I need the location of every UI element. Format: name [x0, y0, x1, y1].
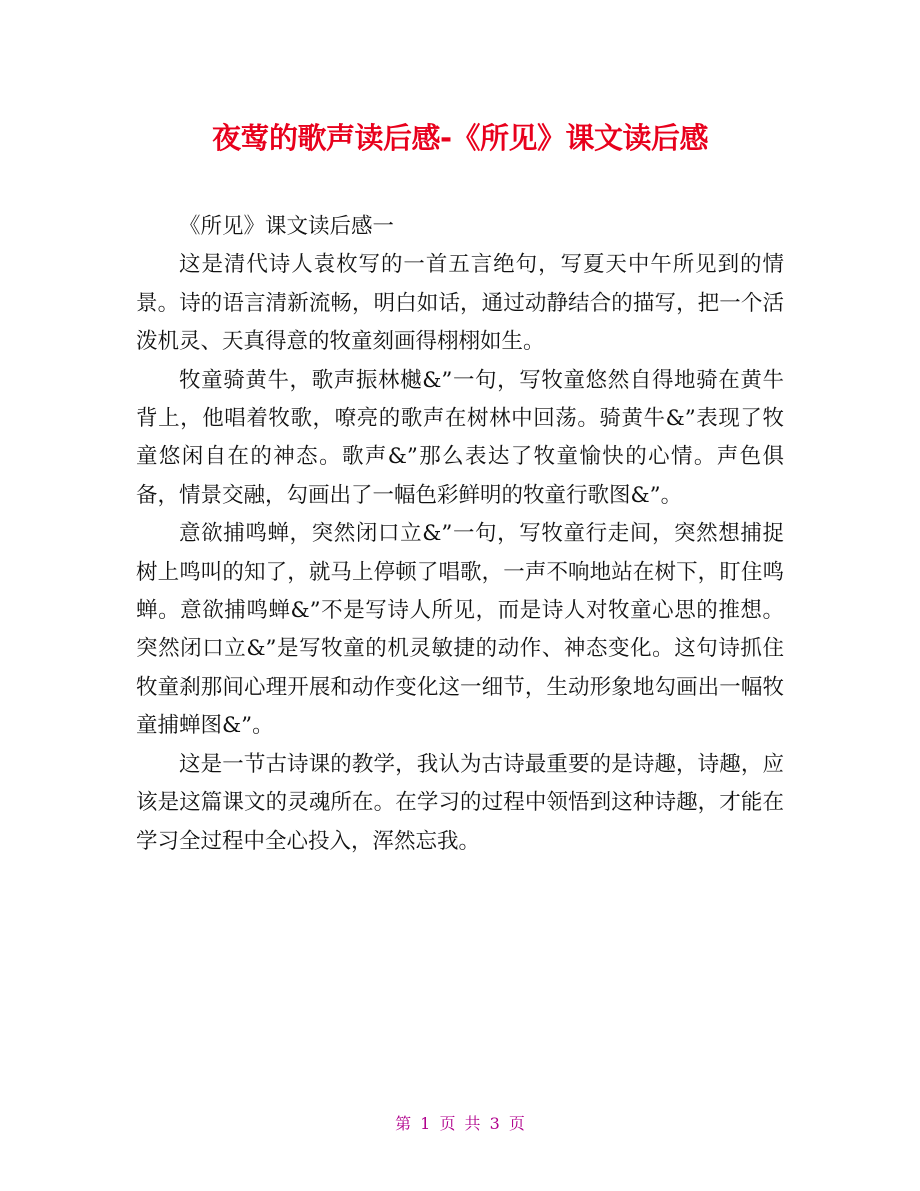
document-body: [136, 208, 784, 861]
paragraph: 牧童骑黄牛，歌声振林樾&”一句，写牧童悠然自得地骑在黄牛背上，他唱着牧歌，嘹亮的歌声在树林中回荡。骑黄牛&”表现了牧童悠闲自在的神态。歌声&”那么表达了牧童愉快的心情。声色俱备，情景交融，勾画出了一幅色彩鲜明的牧童行歌图&”。: [136, 367, 784, 508]
document-title: 夜莺的歌声读后感-《所见》课文读后感: [211, 121, 709, 155]
section-heading: 《所见》课文读后感一: [179, 214, 395, 239]
paragraph: 这是清代诗人袁枚写的一首五言绝句，写夏天中午所见到的情景。诗的语言清新流畅，明白如话，通过动静结合的描写，把一个活泼机灵、天真得意的牧童刻画得栩栩如生。: [136, 252, 784, 355]
paragraph: 这是一节古诗课的教学，我认为古诗最重要的是诗趣，诗趣，应该是这篇课文的灵魂所在。在学习的过程中领悟到这种诗趣，才能在学习全过程中全心投入，浑然忘我。: [136, 751, 784, 854]
paragraph: 意欲捕鸣蝉，突然闭口立&”一句，写牧童行走间，突然想捕捉树上鸣叫的知了，就马上停顿了唱歌，一声不响地站在树下，盯住鸣蝉。意欲捕鸣蝉&”不是写诗人所见，而是诗人对牧童心思的推想。突然闭口立&”是写牧童的机灵敏捷的动作、神态变化。这句诗抓住牧童刹那间心理开展和动作变化这一细节，生动形象地勾画出一幅牧童捕蝉图&”。: [136, 521, 784, 739]
page-number-footer: 第 1 页 共 3 页: [395, 1114, 525, 1133]
